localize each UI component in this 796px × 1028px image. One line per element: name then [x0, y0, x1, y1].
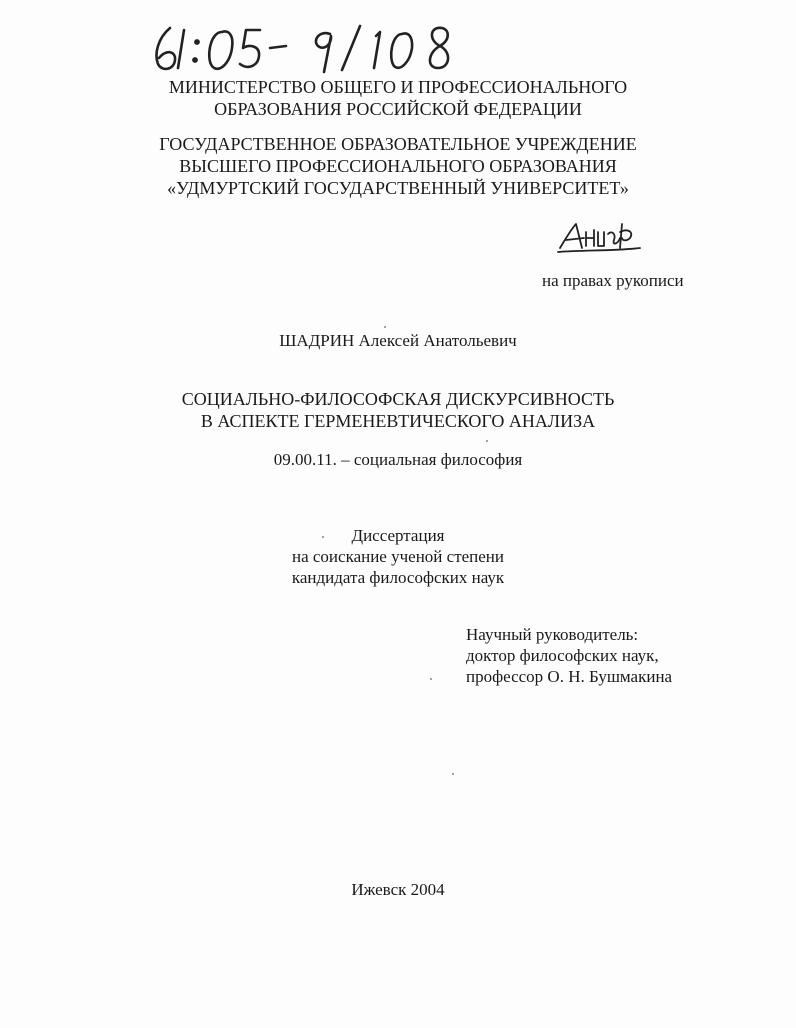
manuscript-rights-note: на правах рукописи [542, 271, 684, 290]
handwritten-archive-code [148, 18, 478, 76]
supervisor-line-2: доктор философских наук, [466, 646, 659, 665]
degree-line-2: на соискание ученой степени [291, 547, 505, 566]
scan-speck [322, 536, 324, 538]
supervisor-line-3: профессор О. Н. Бушмакина [466, 667, 673, 686]
supervisor-block [466, 624, 672, 687]
specialty-code: 09.00.11. – социальная философия [273, 450, 523, 469]
institution-line-3: «УДМУРТСКИЙ ГОСУДАРСТВЕННЫЙ УНИВЕРСИТЕТ» [167, 178, 629, 198]
supervisor-line-1: Научный руководитель: [466, 625, 639, 644]
author-name: ШАДРИН Алексей Анатольевич [279, 331, 517, 350]
author-signature [556, 218, 642, 258]
institution-heading [0, 133, 796, 199]
scan-speck [430, 678, 432, 680]
degree-line-1: Диссертация [351, 526, 445, 545]
scan-speck [452, 773, 454, 775]
scan-speck [384, 326, 386, 328]
scan-speck [486, 440, 488, 442]
ministry-heading [0, 76, 796, 120]
ministry-line-2: ОБРАЗОВАНИЯ РОССИЙСКОЙ ФЕДЕРАЦИИ [214, 99, 582, 119]
degree-block [0, 525, 796, 588]
specialty-block [0, 449, 796, 471]
degree-line-3: кандидата философских наук [291, 568, 505, 587]
title-line-2: В АСПЕКТЕ ГЕРМЕНЕВТИЧЕСКОГО АНАЛИЗА [200, 411, 596, 431]
institution-line-2: ВЫСШЕГО ПРОФЕССИОНАЛЬНОГО ОБРАЗОВАНИЯ [179, 156, 617, 176]
author-name-block [0, 330, 796, 352]
place-year-block [0, 879, 796, 901]
title-line-1: СОЦИАЛЬНО-ФИЛОСОФСКАЯ ДИСКУРСИВНОСТЬ [181, 389, 615, 409]
dissertation-title [0, 388, 796, 432]
institution-line-1: ГОСУДАРСТВЕННОЕ ОБРАЗОВАТЕЛЬНОЕ УЧРЕЖДЕНИЕ [159, 134, 637, 154]
place-year: Ижевск 2004 [351, 880, 445, 899]
ministry-line-1: МИНИСТЕРСТВО ОБЩЕГО И ПРОФЕССИОНАЛЬНОГО [168, 77, 628, 97]
